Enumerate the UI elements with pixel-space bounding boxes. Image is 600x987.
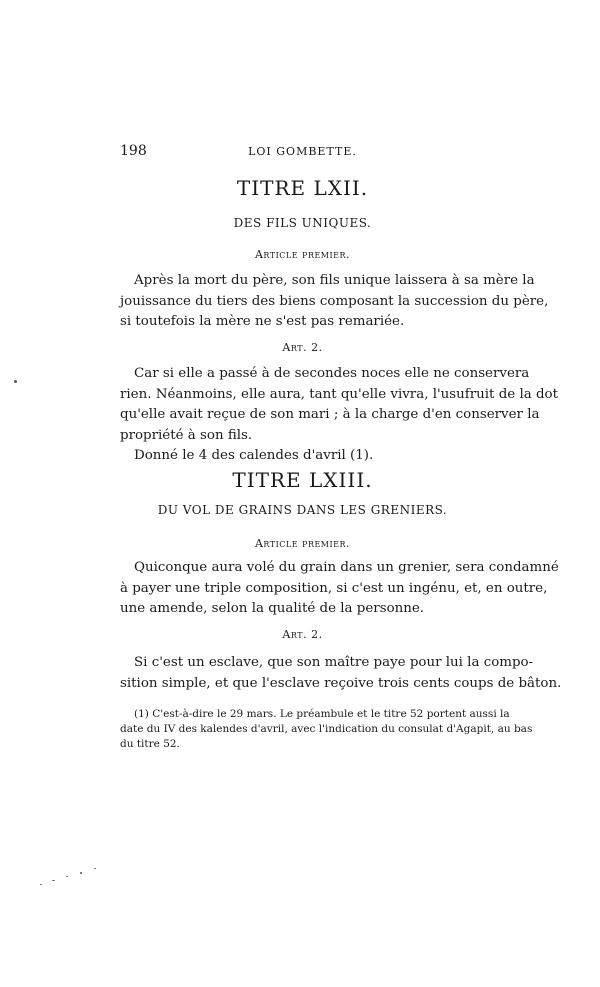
footnote-line: (1) C'est-à-dire le 29 mars. Le préambule et le titre 52 portent aussi la <box>134 708 510 720</box>
text-line: rien. Néanmoins, elle aura, tant qu'elle vivra, l'usufruit de la dot <box>120 386 558 402</box>
titre-63-article-2-heading: Art. 2. <box>282 628 323 641</box>
scan-speck <box>94 868 96 869</box>
text-line: Si c'est un esclave, que son maître paye pour lui la compo- <box>134 655 534 670</box>
text-line: Après la mort du père, son fils unique laissera à sa mère la <box>134 273 535 288</box>
titre-62-article-1-text <box>120 271 549 333</box>
titre-62-article-2-heading: Art. 2. <box>282 341 323 354</box>
page-number: 198 <box>120 143 147 159</box>
footnote <box>120 707 533 752</box>
scan-speck <box>80 872 82 874</box>
text-line: sition simple, et que l'esclave reçoive trois cents coups de bâton. <box>120 675 562 691</box>
titre-62-heading: TITRE LXII. <box>236 176 369 200</box>
page-header <box>120 143 485 163</box>
titre-63-article-2-text <box>120 653 562 694</box>
titre-62-article-2-text <box>120 364 558 467</box>
text-line: à payer une triple composition, si c'est un ingénu, et, en outre, <box>120 580 548 596</box>
text-line: propriété à son fils. <box>120 427 253 443</box>
text-line: Quiconque aura volé du grain dans un grenier, sera condamné <box>134 560 559 575</box>
running-title: LOI GOMBETTE. <box>248 145 357 158</box>
scan-speck <box>66 876 68 877</box>
text-line: si toutefois la mère ne s'est pas remariée. <box>120 314 405 329</box>
text-line: jouissance du tiers des biens composant la succession du père, <box>120 293 549 309</box>
date-line: Donné le 4 des calendes d'avril (1). <box>134 448 374 463</box>
text-line: Car si elle a passé à de secondes noces elle ne conservera <box>134 366 530 381</box>
titre-63-heading: TITRE LXIII. <box>232 468 373 492</box>
titre-63-article-1-heading: Article premier. <box>254 537 351 550</box>
footnote-line: du titre 52. <box>120 738 180 750</box>
titre-62-subtitle: DES FILS UNIQUES. <box>233 216 372 230</box>
text-line: qu'elle avait reçue de son mari ; à la charge d'en conserver la <box>120 407 540 422</box>
footnote-line: date du IV des kalendes d'avril, avec l'indication du consulat d'Agapit, au bas <box>120 723 533 735</box>
text-line: une amende, selon la qualité de la personne. <box>120 601 425 616</box>
scan-speck <box>40 884 42 885</box>
scan-speck <box>52 880 55 881</box>
titre-63-subtitle: DU VOL DE GRAINS DANS LES GRENIERS. <box>157 503 448 517</box>
titre-62-article-1-heading: Article premier. <box>254 248 351 261</box>
titre-63-article-1-text <box>120 558 559 620</box>
scan-speck <box>14 380 17 383</box>
